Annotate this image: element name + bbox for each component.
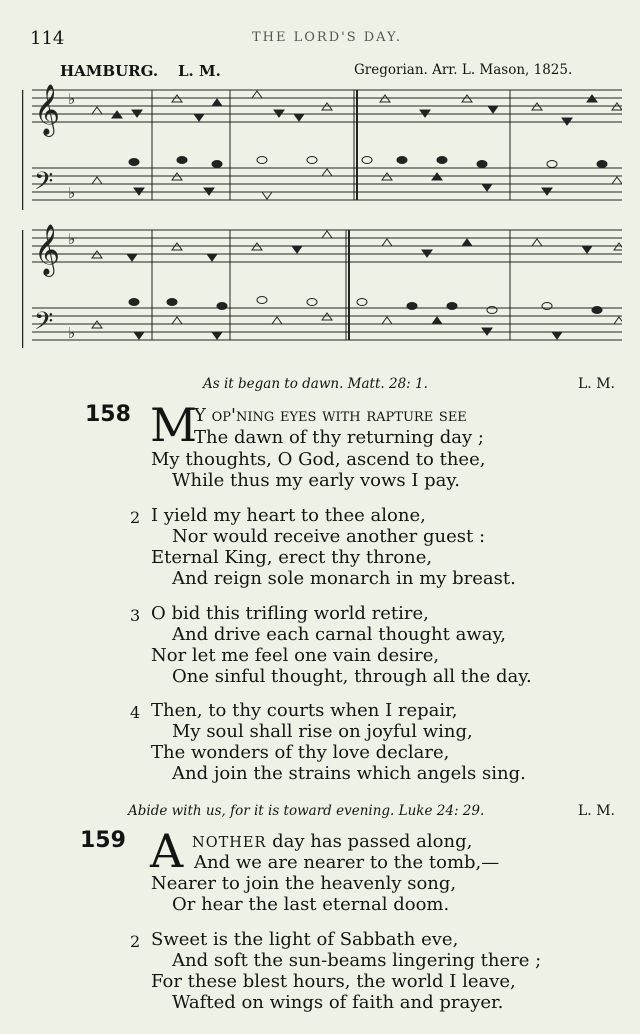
hymn-158-line: The dawn of thy returning day ;: [194, 427, 484, 448]
hymn-158-epigraph: As it began to dawn. Matt. 28: 1.: [203, 376, 428, 392]
hymn-158-line: Nor let me feel one vain desire,: [151, 645, 440, 666]
hymn-158-meter: L. M.: [578, 376, 615, 392]
hymn-159-epigraph: Abide with us, for it is toward evening. Luke 24: 29.: [128, 803, 485, 819]
running-head: THE LORD'S DAY.: [252, 30, 403, 45]
hymn-159-meter: L. M.: [578, 803, 615, 819]
hymn-158-line: One sinful thought, through all the day.: [172, 666, 532, 687]
stanza-number: 2: [130, 508, 141, 527]
tune-meter: L. M.: [178, 62, 221, 80]
hymn-158-line: My thoughts, O God, ascend to thee,: [151, 449, 486, 470]
hymn-159-line: And we are nearer to the tomb,—: [194, 852, 500, 873]
svg-text:𝄞: 𝄞: [34, 84, 61, 135]
hymn-158-line: And drive each carnal thought away,: [172, 624, 506, 645]
hymn-158-line: And join the strains which angels sing.: [172, 763, 526, 784]
hymn-159-drop-cap: A: [150, 824, 184, 878]
hymn-158-line: While thus my early vows I pay.: [172, 470, 460, 491]
svg-text:♭: ♭: [68, 230, 76, 248]
music-notation: [22, 80, 622, 352]
hymn-158-line: O bid this trifling world retire,: [151, 603, 429, 624]
hymn-158-number: 158: [85, 402, 131, 427]
first-line-rest: day has passed along,: [266, 831, 473, 852]
svg-text:♭: ♭: [68, 90, 76, 108]
svg-text:𝄢: 𝄢: [34, 307, 54, 342]
hymn-159-line: Wafted on wings of faith and prayer.: [172, 992, 504, 1013]
hymn-158-line: Then, to thy courts when I repair,: [151, 700, 458, 721]
stanza-number: 4: [130, 703, 141, 722]
svg-text:𝄢: 𝄢: [34, 167, 54, 202]
stanza-number: 3: [130, 606, 141, 625]
hymn-159-line: Nearer to join the heavenly song,: [151, 873, 457, 894]
hymn-159-line: Sweet is the light of Sabbath eve,: [151, 929, 459, 950]
hymn-159-number: 159: [80, 828, 126, 853]
svg-text:♭: ♭: [68, 324, 76, 342]
svg-text:♭: ♭: [68, 184, 76, 202]
tune-attribution: Gregorian. Arr. L. Mason, 1825.: [354, 62, 573, 78]
stanza-number: 2: [130, 932, 141, 951]
hymn-159-line: For these blest hours, the world I leave,: [151, 971, 516, 992]
hymn-158-drop-cap: M: [150, 398, 198, 452]
first-word-caps: NOTHER: [192, 835, 267, 851]
tune-name: HAMBURG.: [60, 62, 159, 80]
hymn-159-line: And soft the sun-beams lingering there ;: [172, 950, 542, 971]
hymn-158-line: The wonders of thy love declare,: [151, 742, 450, 763]
hymn-158-line: Eternal King, erect thy throne,: [151, 547, 433, 568]
hymn-158-line: Nor would receive another guest :: [172, 526, 486, 547]
hymn-158-line: I yield my heart to thee alone,: [151, 505, 426, 526]
svg-text:𝄞: 𝄞: [34, 224, 61, 275]
page-number: 114: [30, 28, 65, 49]
music-score: [22, 80, 622, 356]
hymn-158-line: And reign sole monarch in my breast.: [172, 568, 516, 589]
hymn-159-first-line: [192, 831, 472, 852]
hymn-158-first-line: Y op'ning eyes with rapture see: [194, 405, 467, 426]
hymn-159-line: Or hear the last eternal doom.: [172, 894, 450, 915]
hymn-158-line: My soul shall rise on joyful wing,: [172, 721, 473, 742]
